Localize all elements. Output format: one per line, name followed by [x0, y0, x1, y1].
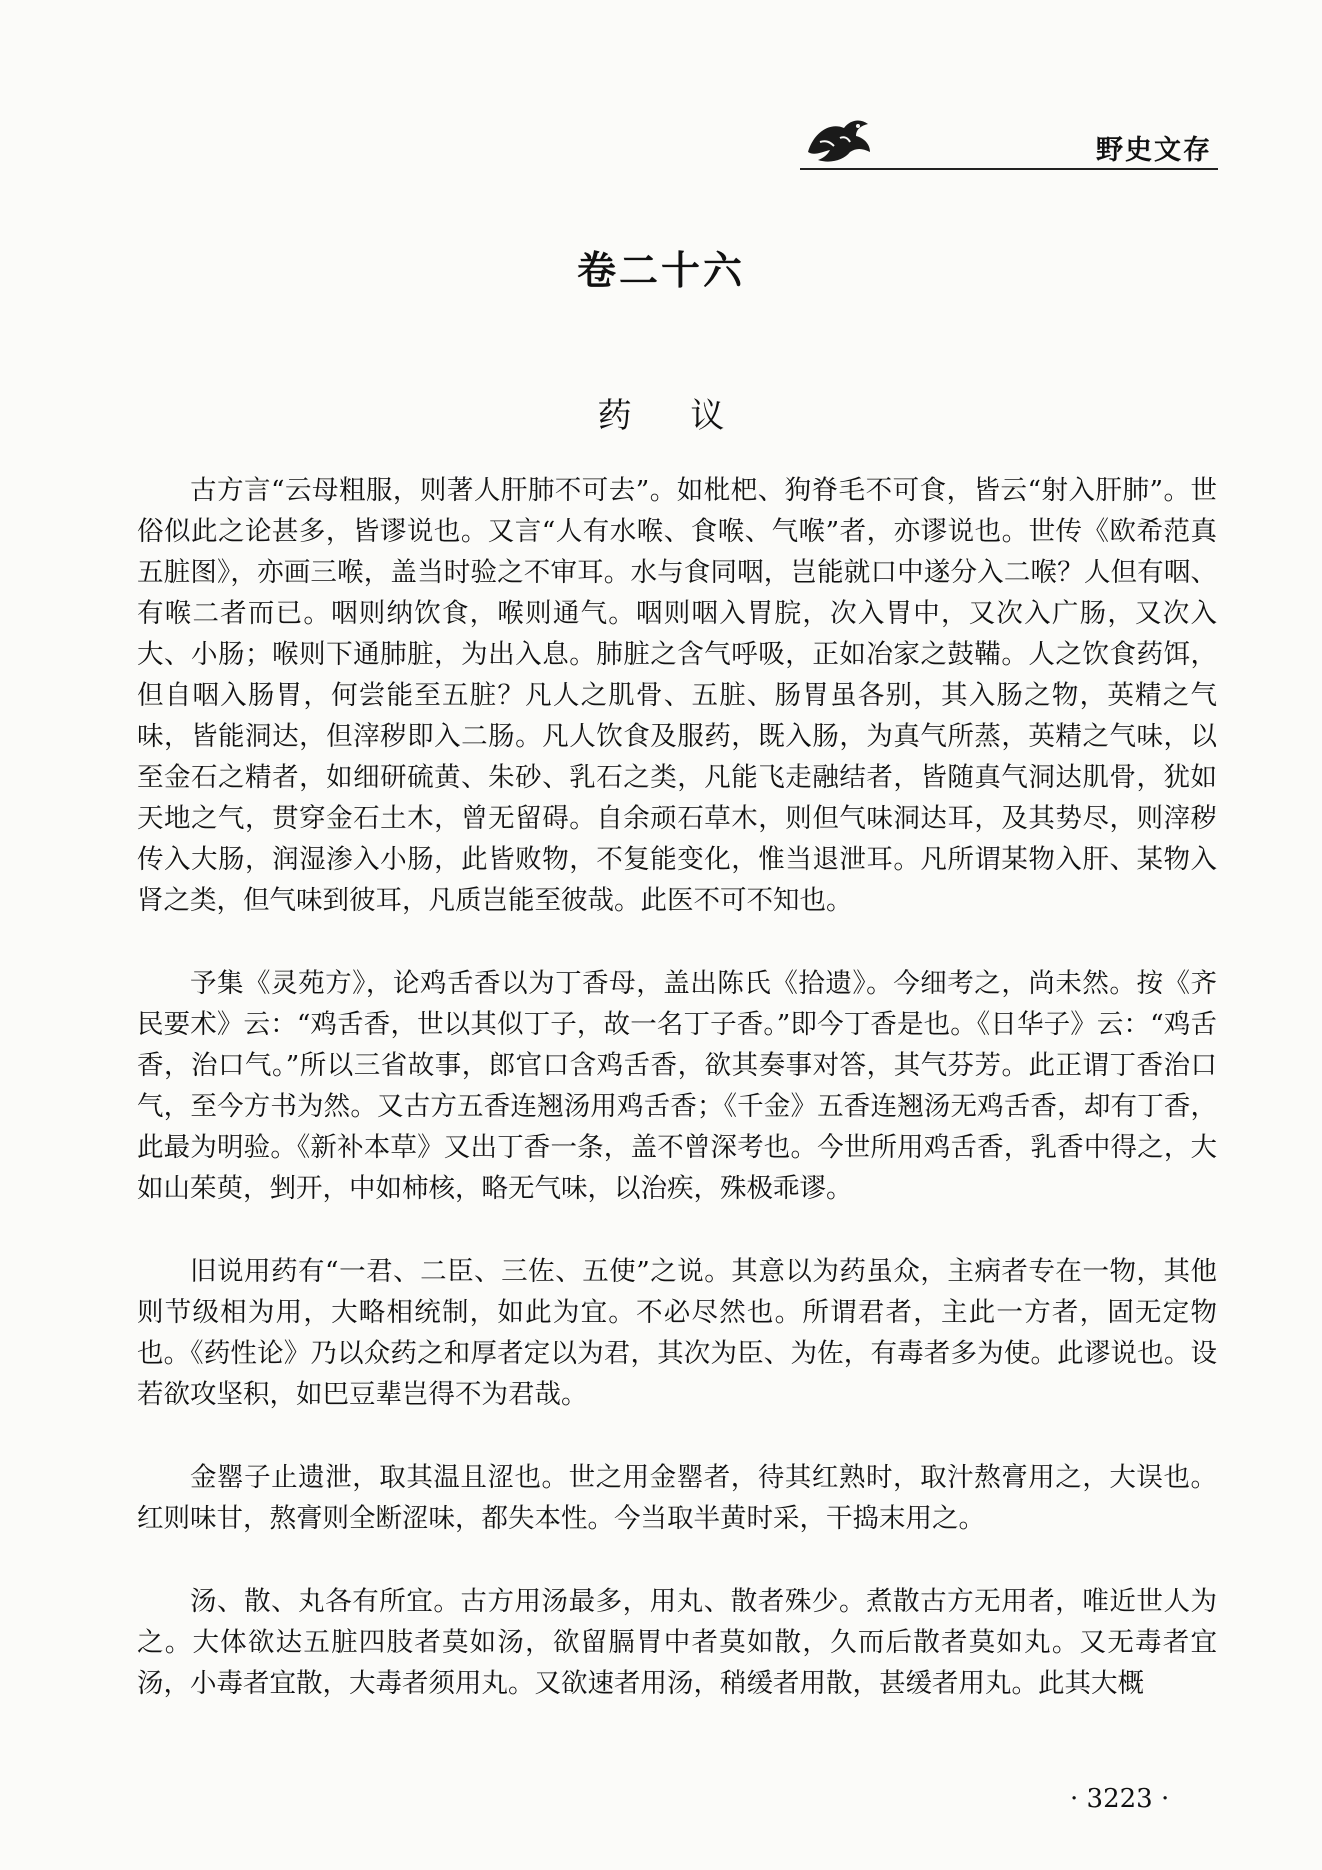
paragraph: 予集《灵苑方》，论鸡舌香以为丁香母，盖出陈氏《拾遗》。今细考之，尚未然。按《齐民要术》云：“鸡舌香，世以其似丁子，故一名丁子香。”即今丁香是也。《日华子》云：“鸡舌香，治口气。”所以三省故事，郎官口含鸡舌香，欲其奏事对答，其气芬芳。此正谓丁香治口气，至今方书为然。又古方五香连翘汤用鸡舌香；《千金》五香连翘汤无鸡舌香，却有丁香，此最为明验。《新补本草》又出丁香一条，盖不曾深考也。今世所用鸡舌香，乳香中得之，大如山茱萸，剉开，中如柿核，略无气味，以治疾，殊极乖谬。 — [137, 968, 1217, 1204]
paragraph: 旧说用药有“一君、二臣、三佐、五使”之说。其意以为药虽众，主病者专在一物，其他则节级相为用，大略相统制，如此为宜。不必尽然也。所谓君者，主此一方者，固无定物也。《药性论》乃以众药之和厚者定以为君，其次为臣、为佐，有毒者多为使。此谬说也。设若欲攻坚积，如巴豆辈岂得不为君哉。 — [137, 1256, 1217, 1410]
header-rule — [800, 168, 1218, 170]
paragraph: 汤、散、丸各有所宜。古方用汤最多，用丸、散者殊少。煮散古方无用者，唯近世人为之。大体欲达五脏四肢者莫如汤，欲留膈胃中者莫如散，久而后散者莫如丸。又无毒者宜汤，小毒者宜散，大毒者须用丸。又欲速者用汤，稍缓者用散，甚缓者用丸。此其大概 — [137, 1586, 1217, 1699]
body-text — [137, 470, 1217, 1746]
running-header — [800, 112, 1218, 170]
volume-title: 卷二十六 — [576, 249, 745, 294]
paragraph: 古方言“云母粗服，则著人肝肺不可去”。如枇杷、狗脊毛不可食，皆云“射入肝肺”。世俗似此之论甚多，皆谬说也。又言“人有水喉、食喉、气喉”者，亦谬说也。世传《欧希范真五脏图》，亦画三喉，盖当时验之不审耳。水与食同咽，岂能就口中遂分入二喉？人但有咽、有喉二者而已。咽则纳饮食，喉则通气。咽则咽入胃脘，次入胃中，又次入广肠，又次入大、小肠；喉则下通肺脏，为出入息。肺脏之含气呼吸，正如冶家之鼓鞴。人之饮食药饵，但自咽入肠胃，何尝能至五脏？凡人之肌骨、五脏、肠胃虽各别，其入肠之物，英精之气味，皆能洞达，但滓秽即入二肠。凡人饮食及服药，既入肠，为真气所蒸，英精之气味，以至金石之精者，如细研硫黄、朱砂、乳石之类，凡能飞走融结者，皆随真气洞达肌骨，犹如天地之气，贯穿金石土木，曾无留碍。自余顽石草木，则但气味洞达耳，及其势尽，则滓秽传入大肠，润湿渗入小肠，此皆败物，不复能变化，惟当退泄耳。凡所谓某物入肝、某物入肾之类，但气味到彼耳，凡质岂能至彼哉。此医不可不知也。 — [137, 475, 1217, 916]
section-title: 药 议 — [597, 396, 749, 436]
page-number: · 3223 · — [1070, 1784, 1170, 1814]
paragraph: 金罂子止遗泄，取其温且涩也。世之用金罂者，待其红熟时，取汁熬膏用之，大误也。红则味甘，熬膏则全断涩味，都失本性。今当取半黄时采，干捣末用之。 — [137, 1462, 1217, 1534]
series-title: 野史文存 — [1096, 135, 1212, 166]
dragon-emblem-icon — [800, 112, 876, 168]
